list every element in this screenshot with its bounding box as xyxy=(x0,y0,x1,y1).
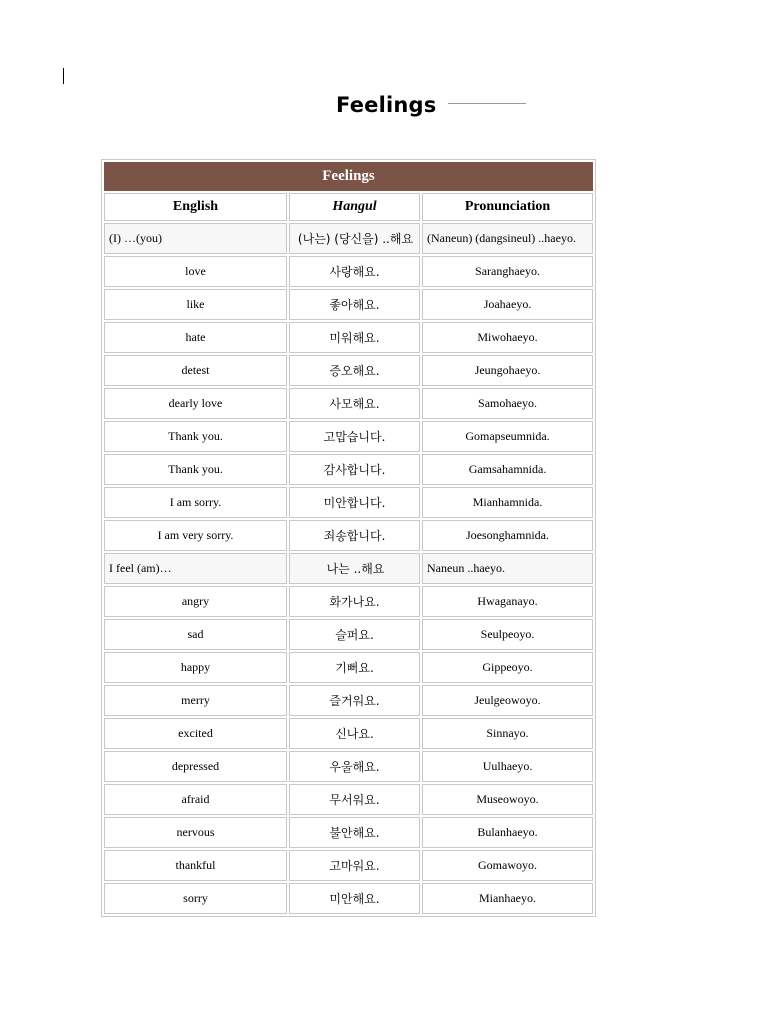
cell-english: (I) …(you) xyxy=(104,223,287,254)
table-row xyxy=(104,883,593,914)
table-row xyxy=(104,520,593,551)
table-row xyxy=(104,289,593,320)
table-body xyxy=(104,223,593,914)
cell-pronunciation: Miwohaeyo. xyxy=(422,322,593,353)
cell-pronunciation: Bulanhaeyo. xyxy=(422,817,593,848)
cell-english: I am very sorry. xyxy=(104,520,287,551)
cell-hangul: 증오해요. xyxy=(289,355,420,386)
cell-english: like xyxy=(104,289,287,320)
table-row xyxy=(104,685,593,716)
cell-hangul: 우울해요. xyxy=(289,751,420,782)
cell-english: Thank you. xyxy=(104,421,287,452)
cell-pronunciation: Gamsahamnida. xyxy=(422,454,593,485)
table-row xyxy=(104,487,593,518)
cell-hangul: 불안해요. xyxy=(289,817,420,848)
cell-english: angry xyxy=(104,586,287,617)
cell-hangul: 화가나요. xyxy=(289,586,420,617)
cell-english: Thank you. xyxy=(104,454,287,485)
cell-pronunciation: Sinnayo. xyxy=(422,718,593,749)
cell-english: happy xyxy=(104,652,287,683)
cell-english: love xyxy=(104,256,287,287)
cell-english: thankful xyxy=(104,850,287,881)
table-row xyxy=(104,388,593,419)
cell-pronunciation: Mianhamnida. xyxy=(422,487,593,518)
cell-hangul: (나는) (당신을) ..해요 xyxy=(289,223,420,254)
cell-pronunciation: Naneun ..haeyo. xyxy=(422,553,593,584)
table-row xyxy=(104,850,593,881)
cell-pronunciation: Jeulgeowoyo. xyxy=(422,685,593,716)
cell-english: sad xyxy=(104,619,287,650)
cell-pronunciation: Hwaganayo. xyxy=(422,586,593,617)
cell-english: I am sorry. xyxy=(104,487,287,518)
cell-hangul: 죄송합니다. xyxy=(289,520,420,551)
header-hangul: Hangul xyxy=(289,193,420,221)
cell-english: depressed xyxy=(104,751,287,782)
table-row xyxy=(104,586,593,617)
cell-english: nervous xyxy=(104,817,287,848)
header-english: English xyxy=(104,193,287,221)
table-caption: Feelings xyxy=(104,162,593,191)
header-pronunciation: Pronunciation xyxy=(422,193,593,221)
cell-pronunciation: Museowoyo. xyxy=(422,784,593,815)
cell-english: sorry xyxy=(104,883,287,914)
cell-hangul: 기뻐요. xyxy=(289,652,420,683)
text-cursor xyxy=(63,68,64,84)
table-row xyxy=(104,619,593,650)
cell-english: hate xyxy=(104,322,287,353)
table-row xyxy=(104,322,593,353)
cell-pronunciation: Jeungohaeyo. xyxy=(422,355,593,386)
cell-hangul: 신나요. xyxy=(289,718,420,749)
cell-hangul: 미워해요. xyxy=(289,322,420,353)
table-row xyxy=(104,652,593,683)
cell-hangul: 고마워요. xyxy=(289,850,420,881)
table-row xyxy=(104,256,593,287)
cell-pronunciation: Joahaeyo. xyxy=(422,289,593,320)
cell-hangul: 즐거워요. xyxy=(289,685,420,716)
cell-hangul: 슬퍼요. xyxy=(289,619,420,650)
cell-english: I feel (am)… xyxy=(104,553,287,584)
table-row xyxy=(104,718,593,749)
cell-english: detest xyxy=(104,355,287,386)
cell-hangul: 미안해요. xyxy=(289,883,420,914)
cell-pronunciation: Gomapseumnida. xyxy=(422,421,593,452)
table-row xyxy=(104,751,593,782)
page-title: Feelings xyxy=(336,93,437,117)
feelings-table xyxy=(101,159,596,917)
cell-hangul: 나는 ..해요 xyxy=(289,553,420,584)
cell-pronunciation: (Naneun) (dangsineul) ..haeyo. xyxy=(422,223,593,254)
cell-pronunciation: Gomawoyo. xyxy=(422,850,593,881)
table-row xyxy=(104,421,593,452)
cell-hangul: 사랑해요. xyxy=(289,256,420,287)
table-group-row xyxy=(104,553,593,584)
table-row xyxy=(104,355,593,386)
title-rule xyxy=(448,103,526,104)
cell-pronunciation: Gippeoyo. xyxy=(422,652,593,683)
cell-pronunciation: Uulhaeyo. xyxy=(422,751,593,782)
cell-hangul: 좋아해요. xyxy=(289,289,420,320)
cell-pronunciation: Samohaeyo. xyxy=(422,388,593,419)
cell-english: excited xyxy=(104,718,287,749)
cell-pronunciation: Mianhaeyo. xyxy=(422,883,593,914)
cell-hangul: 감사합니다. xyxy=(289,454,420,485)
cell-english: dearly love xyxy=(104,388,287,419)
table-group-row xyxy=(104,223,593,254)
cell-english: merry xyxy=(104,685,287,716)
cell-english: afraid xyxy=(104,784,287,815)
cell-hangul: 무서워요. xyxy=(289,784,420,815)
cell-hangul: 사모해요. xyxy=(289,388,420,419)
cell-pronunciation: Saranghaeyo. xyxy=(422,256,593,287)
cell-hangul: 고맙습니다. xyxy=(289,421,420,452)
cell-pronunciation: Joesonghamnida. xyxy=(422,520,593,551)
cell-pronunciation: Seulpeoyo. xyxy=(422,619,593,650)
table-row xyxy=(104,784,593,815)
table-row xyxy=(104,817,593,848)
table-row xyxy=(104,454,593,485)
cell-hangul: 미안합니다. xyxy=(289,487,420,518)
